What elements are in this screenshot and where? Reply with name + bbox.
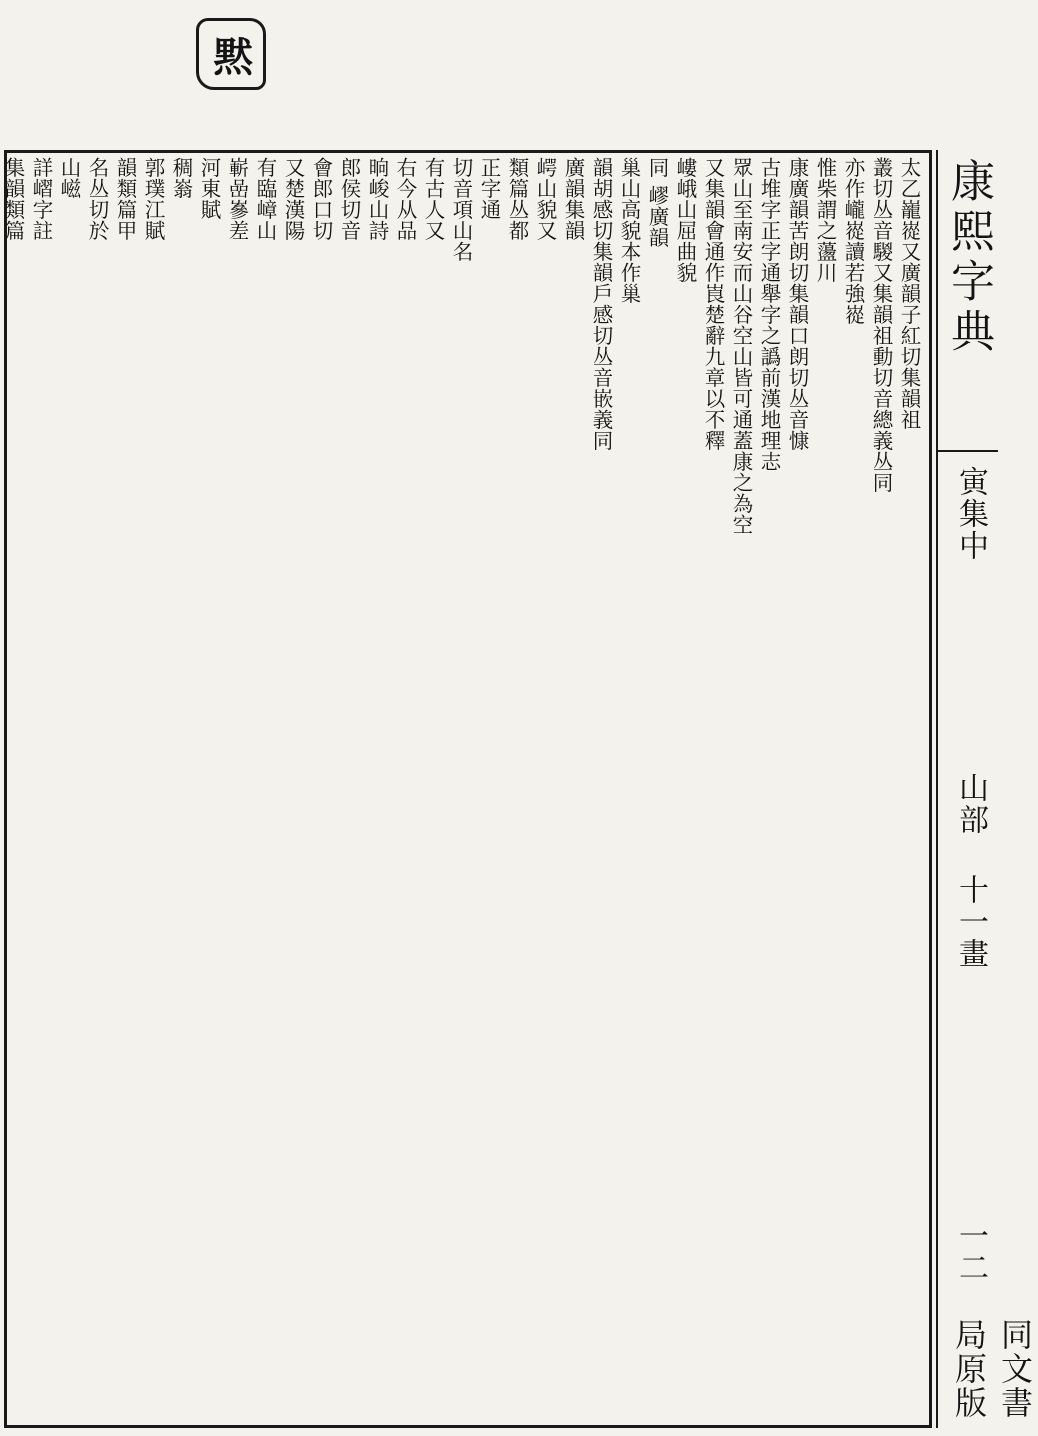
text-column: 崿山貌又 <box>533 157 557 241</box>
text-column: 叢切丛音騣又集韻祖動切音總義丛同 <box>869 157 893 493</box>
text-column: 右今从品 <box>393 157 417 241</box>
text-column: 韻類篇甲 <box>113 157 137 241</box>
text-column: 嶁峨山屈曲貌 <box>673 157 697 283</box>
text-column: 山嵫 <box>57 157 81 199</box>
text-column: 有臨嶂山 <box>253 157 277 241</box>
text-column: 切音項山名 <box>449 157 473 262</box>
text-column: 稠嵡 <box>169 157 193 199</box>
text-frame <box>1 150 932 1428</box>
text-column: 會郎口切 <box>309 157 333 241</box>
text-column: 郭璞江賦 <box>141 157 165 241</box>
seal-text: 黙 <box>213 33 249 81</box>
text-columns <box>1 157 923 1421</box>
text-column: 太乙巃嵸又廣韻子紅切集韻祖 <box>897 157 921 430</box>
text-column: 類篇丛都 <box>505 157 529 241</box>
text-column: 康廣韻苦朗切集韻口朗切丛音慷 <box>785 157 809 451</box>
text-column: 亦作巄嵸讀若強嵸 <box>841 157 865 325</box>
text-column: 廣韻集韻 <box>561 157 585 241</box>
text-column: 韻胡感切集韻戶感切丛音嵌義同 <box>589 157 613 451</box>
radical-label: 山部 <box>953 772 988 836</box>
page-number: 一二 <box>953 1220 988 1284</box>
book-title: 康熙字典 <box>943 158 994 358</box>
text-column: 嶄嵒嵾差 <box>225 157 249 241</box>
text-column: 晌峻山詩 <box>365 157 389 241</box>
seal-stamp <box>196 18 266 90</box>
text-column: 有古人又 <box>421 157 445 241</box>
text-column: 郎侯切音 <box>337 157 361 241</box>
text-column: 又楚漢陽 <box>281 157 305 241</box>
text-column: 巢山高貌本作巢 <box>617 157 641 304</box>
text-column: 正字通 <box>477 157 501 220</box>
stroke-count-label: 十一畫 <box>953 874 988 970</box>
text-column: 惟柴謂之蘯川 <box>813 157 837 283</box>
text-column: 眾山至南安而山谷空山皆可通蓋康之為空 <box>729 157 753 535</box>
publisher-label: 同文書局原版 <box>950 1318 1034 1420</box>
text-column: 又集韻會通作崀楚辭九章以不釋 <box>701 157 725 451</box>
margin-divider <box>938 450 998 452</box>
page-margin <box>936 150 1034 1428</box>
text-column: 河東賦 <box>197 157 221 220</box>
text-column: 集韻類篇 <box>1 157 25 241</box>
faded-heading-left <box>60 14 104 78</box>
text-column: 同 嵺廣韻 <box>645 157 669 249</box>
text-column: 名丛切於 <box>85 157 109 241</box>
section-label: 寅集中 <box>953 466 988 562</box>
text-column: 古堆字正字通舉字之譌前漢地理志 <box>757 157 781 472</box>
text-column: 詳嶍字註 <box>29 157 53 241</box>
